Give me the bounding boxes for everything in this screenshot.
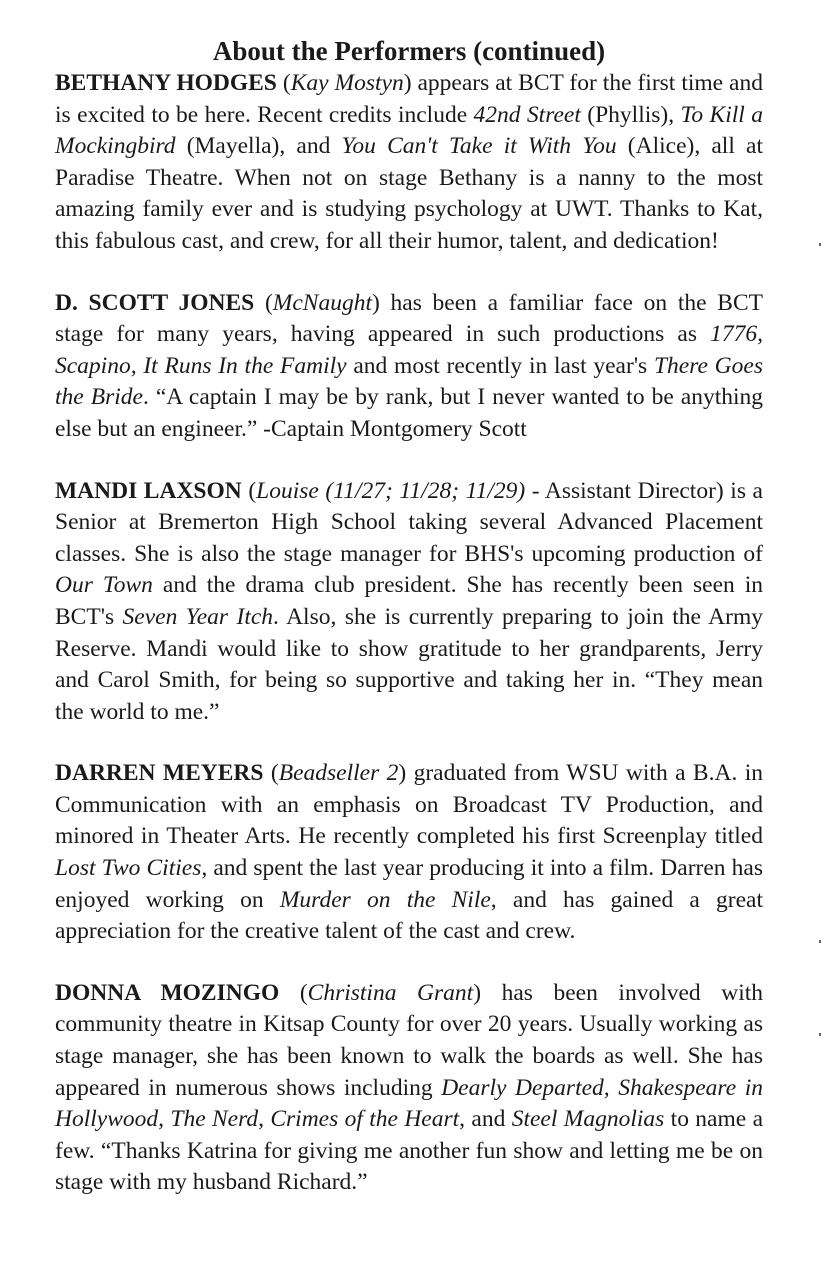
role-name: Christina Grant bbox=[307, 979, 474, 1006]
show-title: Seven Year Itch bbox=[122, 603, 274, 630]
performer-name: BETHANY HODGES bbox=[55, 70, 277, 96]
bio-text: (Phyllis), bbox=[580, 101, 681, 128]
scan-speck bbox=[819, 1033, 821, 1036]
bio-text: ) graduated from WSU with a B.A. in Communication with an emphasis on Broadcast TV Production, and minored in Theater Arts. He recently completed his first Screenplay titled bbox=[55, 760, 764, 850]
show-title: 42nd Street bbox=[473, 101, 581, 128]
bio-text: , and has gained a great appreciation for the creative talent of the cast and crew. bbox=[55, 886, 764, 945]
bio-text: ( bbox=[276, 70, 291, 96]
bio-text: and the drama club president. She has recently been seen in BCT's bbox=[55, 572, 763, 630]
bio-bethany-hodges bbox=[55, 68, 763, 258]
bio-text: ( bbox=[279, 979, 308, 1006]
performer-name: DARREN MEYERS bbox=[55, 760, 264, 787]
show-title: To Kill a Mockingbird bbox=[55, 101, 763, 160]
bio-text: ( bbox=[241, 477, 257, 504]
performers-page bbox=[55, 36, 763, 1229]
page-heading: About the Performers (continued) bbox=[212, 36, 606, 66]
show-title: Lost Two Cities bbox=[55, 855, 202, 882]
bio-text: (Mayella), and bbox=[175, 133, 342, 160]
role-name: Kay Mostyn bbox=[290, 70, 404, 96]
show-title: 1776, Scapino, It Runs In the Family bbox=[55, 321, 763, 379]
bio-text: and most recently in last year's bbox=[346, 352, 654, 379]
bio-text: (Alice), all at Paradise Theatre. When not on stage Bethany is a nanny to the most amazing family ever and is studying psychology at UWT. Thanks to Kat, this fabulous cast, and crew, for all their humor, talent, and dedication! bbox=[55, 133, 763, 254]
bio-darren-meyers bbox=[55, 758, 763, 948]
bio-text: , and spent the last year producing it into a film. Darren has enjoyed working on bbox=[55, 855, 763, 913]
show-title: Our Town bbox=[55, 572, 153, 599]
bio-text: . “A captain I may be by rank, but I never wanted to be anything else but an engineer.” -Captain Montgomery Scott bbox=[55, 384, 764, 442]
bio-text: . Also, she is currently preparing to join the Army Reserve. Mandi would like to show gratitude to her grandparents, Jerry and Carol Smith, for being so supportive and taking her in. “They mean the world to me.” bbox=[55, 603, 763, 725]
show-title: There Goes the Bride bbox=[55, 352, 763, 411]
performer-name: MANDI LAXSON bbox=[55, 477, 242, 504]
bio-text: , and bbox=[459, 1106, 512, 1133]
bio-text: ( bbox=[263, 760, 279, 787]
bio-text: ) has been involved with community theatre in Kitsap County for over 20 years. Usually working as stage manager, she has been known to walk the boards as well. She has appeared in numerous shows including bbox=[55, 979, 764, 1101]
bio-text: ) has been a familiar face on the BCT stage for many years, having appeared in such productions as bbox=[55, 289, 763, 348]
bio-text: ) appears at BCT for the first time and is excited to be here. Recent credits include bbox=[55, 70, 763, 128]
scan-speck bbox=[819, 940, 821, 943]
role-name: Louise (11/27; 11/28; 11/29) bbox=[256, 477, 526, 504]
bio-text: ( bbox=[254, 289, 273, 316]
bio-d-scott-jones bbox=[55, 288, 763, 446]
show-title: Murder on the Nile bbox=[279, 886, 491, 913]
role-name: McNaught bbox=[272, 289, 372, 316]
bio-text: to name a few. “Thanks Katrina for giving me another fun show and letting me be on stage with my husband Richard.” bbox=[55, 1106, 763, 1196]
show-title: Dearly Departed, Shakespeare in Hollywood, The Nerd, Crimes of the Heart bbox=[55, 1074, 763, 1133]
scan-speck bbox=[819, 243, 821, 246]
bio-mandi-laxson bbox=[55, 476, 763, 729]
performer-name: D. SCOTT JONES bbox=[55, 289, 255, 316]
role-name: Beadseller 2 bbox=[278, 760, 399, 787]
bio-text: - Assistant Director) is a Senior at Bremerton High School taking several Advanced Placement classes. She is also the stage manager for BHS's upcoming production of bbox=[55, 477, 763, 567]
show-title: Steel Magnolias bbox=[511, 1106, 665, 1133]
bio-donna-mozingo bbox=[55, 978, 763, 1199]
show-title: You Can't Take it With You bbox=[341, 133, 617, 160]
performer-name: DONNA MOZINGO bbox=[55, 979, 280, 1006]
